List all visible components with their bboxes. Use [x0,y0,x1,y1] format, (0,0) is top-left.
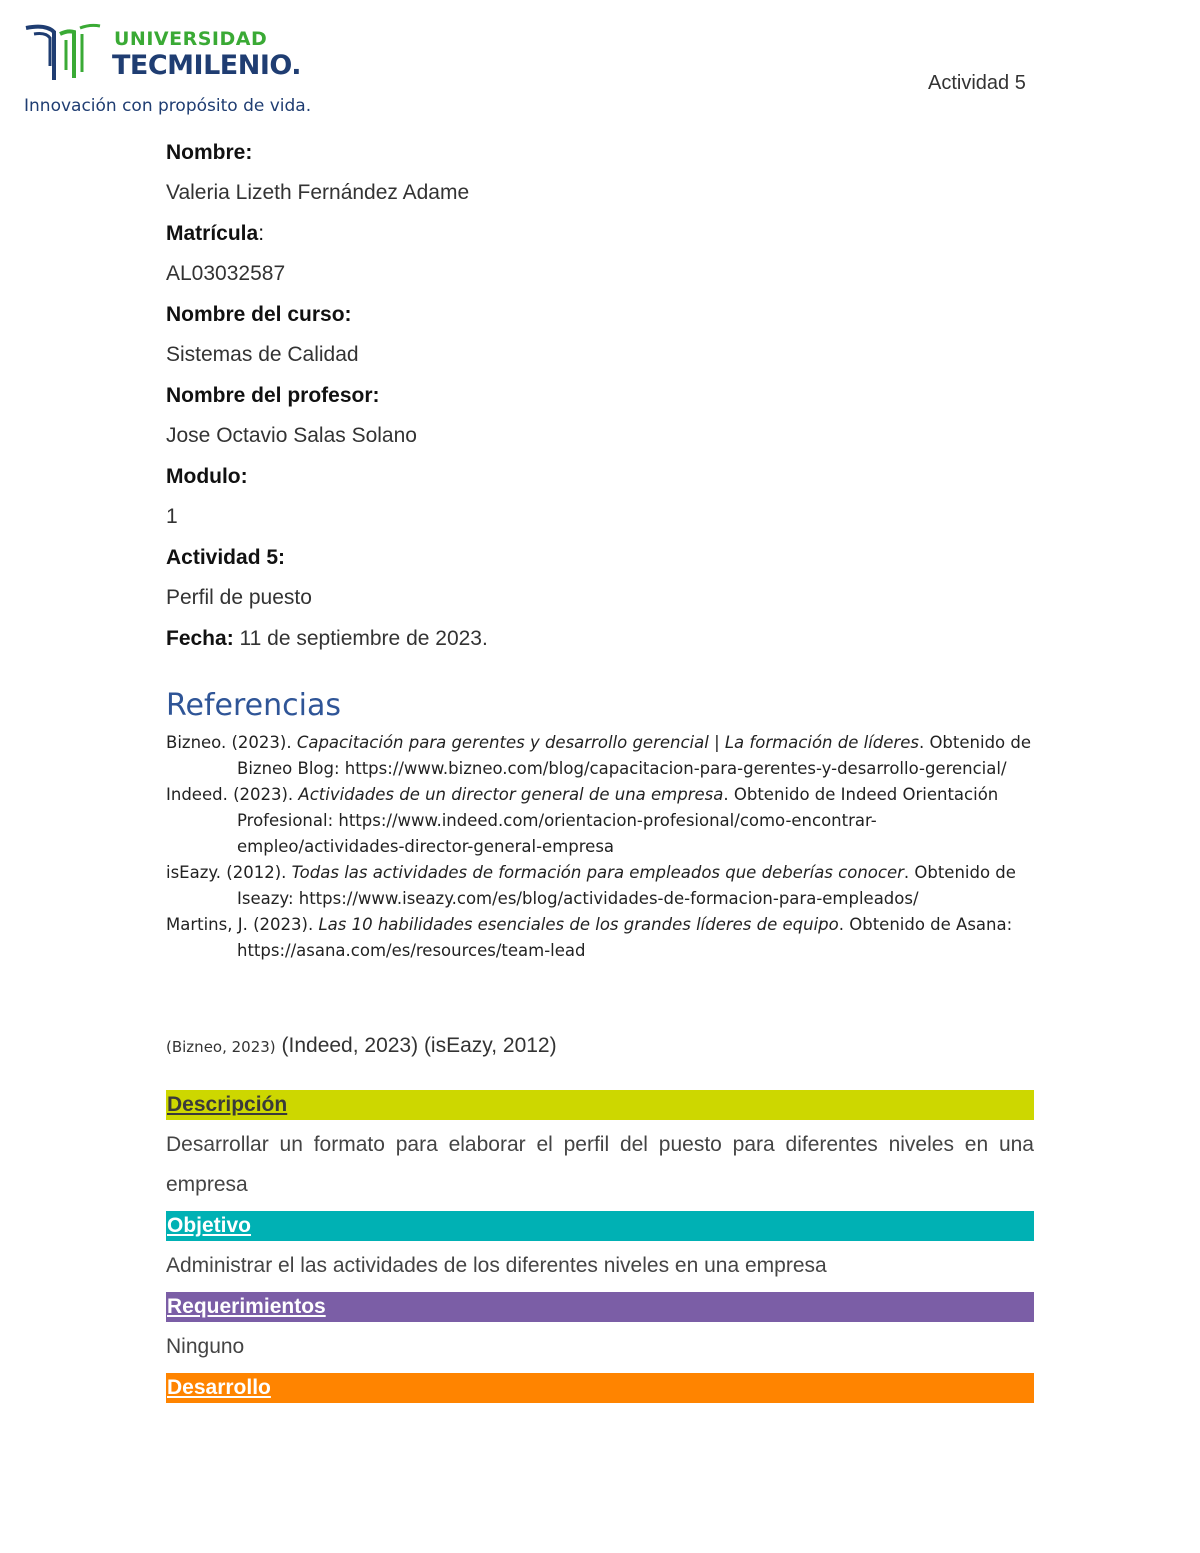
section-header-requirements: Requerimientos [166,1292,1034,1322]
reference-source: . Obtenido de Indeed Orientación Profesional: https://www.indeed.com/orientacion-profesional/como-encontrar-empleo/actividades-director-general-empresa [237,785,999,856]
student-info [166,136,1034,664]
field-value-professor: Jose Octavio Salas Solano [166,424,417,447]
reference-source: . Obtenido de Bizneo Blog: https://www.bizneo.com/blog/capacitacion-para-gerentes-y-desarrollo-gerencial/ [237,733,1032,778]
reference-item [166,730,1034,782]
field-value-module: 1 [166,505,178,528]
field-value-course: Sistemas de Calidad [166,343,359,366]
field-label-professor: Nombre del profesor: [166,384,380,407]
field-value-matricula: AL03032587 [166,262,286,285]
reference-source: . Obtenido de Asana: https://asana.com/es/resources/team-lead [237,915,1013,960]
field-value-name: Valeria Lizeth Fernández Adame [166,181,470,204]
reference-item [166,912,1034,964]
logo-university-text: UNIVERSIDAD [114,28,268,50]
reference-title: Actividades de un director general de una empresa [298,785,724,804]
field-label-course: Nombre del curso: [166,303,352,326]
references-heading: Referencias [166,688,341,723]
citations-line [166,1034,557,1058]
citation-bizneo: (Bizneo, 2023) [166,1038,276,1056]
field-label-matricula [166,217,1034,257]
matricula-label-text: Matrícula [166,222,259,245]
field-date [166,622,1034,664]
reference-author: Indeed. (2023). [166,785,299,804]
section-text-description: Desarrollar un formato para elaborar el perfil del puesto para diferentes niveles en una empresa [166,1133,1034,1196]
reference-author: Martins, J. (2023). [166,915,319,934]
reference-author: isEazy. (2012). [166,863,292,882]
university-logo [24,22,324,122]
logo-tagline: Innovación con propósito de vida. [24,96,312,116]
activity-header-label: Actividad 5 [928,72,1026,94]
field-label-name: Nombre: [166,141,253,164]
logo-tecmilenio-text: TECMILENIO. [112,50,301,81]
field-value-date: 11 de septiembre de 2023. [233,627,488,650]
field-label-activity: Actividad 5: [166,546,286,569]
profile-sections [166,1090,1034,1403]
matricula-label-colon: : [258,222,265,245]
reference-title: Todas las actividades de formación para empleados que deberías conocer [291,863,904,882]
logo-stripes-icon [24,22,104,84]
section-text-objective: Administrar el las actividades de los diferentes niveles en una empresa [166,1254,827,1277]
reference-item [166,782,1034,860]
reference-source: . Obtenido de Iseazy: https://www.iseazy.com/es/blog/actividades-de-formacion-para-empleados/ [237,863,1016,908]
field-label-date: Fecha: [166,627,234,650]
reference-author: Bizneo. (2023). [166,733,297,752]
field-value-activity: Perfil de puesto [166,586,312,609]
section-header-objective: Objetivo [166,1211,1034,1241]
references-list [166,730,1034,964]
section-header-development: Desarrollo [166,1373,1034,1403]
section-header-description: Descripción [166,1090,1034,1120]
citation-others: (Indeed, 2023) (isEazy, 2012) [275,1034,557,1057]
reference-item [166,860,1034,912]
field-label-module: Modulo: [166,465,248,488]
section-text-requirements: Ninguno [166,1335,245,1358]
reference-title: Las 10 habilidades esenciales de los grandes líderes de equipo [318,915,839,934]
reference-title: Capacitación para gerentes y desarrollo gerencial | La formación de líderes [296,733,919,752]
